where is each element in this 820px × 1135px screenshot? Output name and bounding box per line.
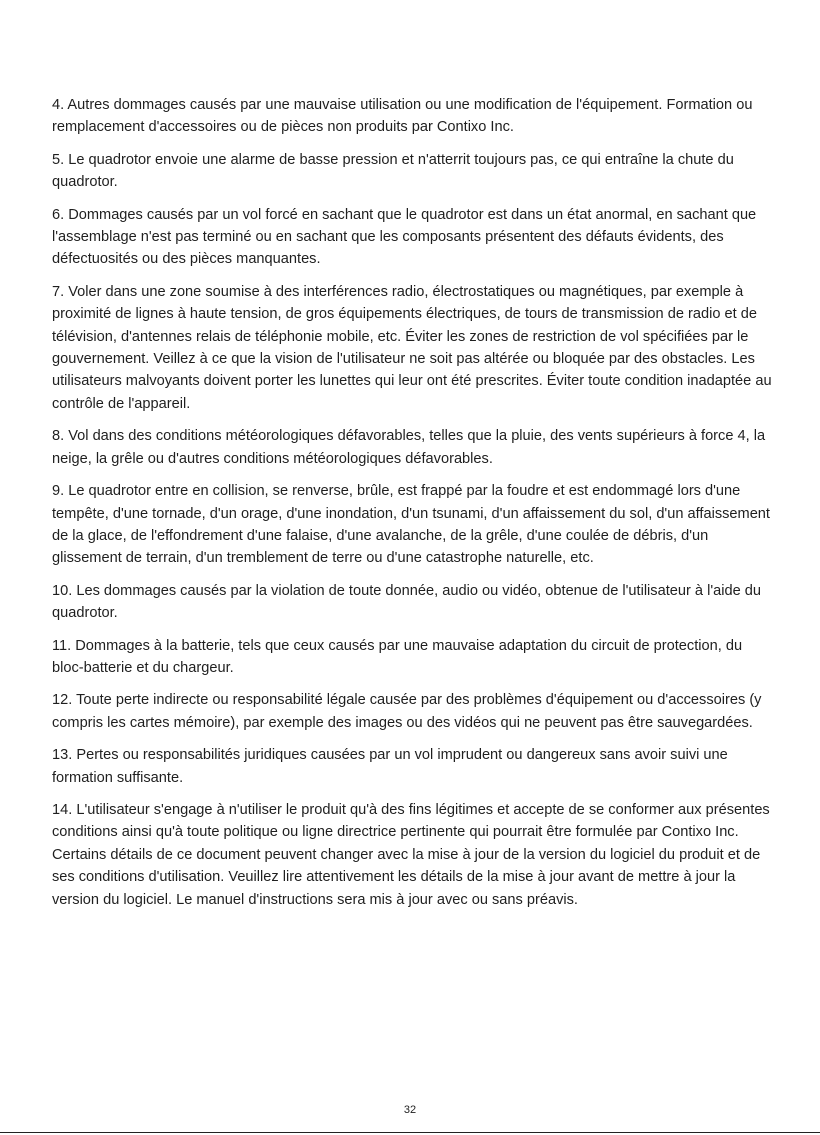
paragraph-item-8: 8. Vol dans des conditions météorologiques défavorables, telles que la pluie, des vents supérieurs à force 4, la neige, la grêle ou d'autres conditions météorologiques défavorables. <box>52 428 766 467</box>
paragraph-item-13: 13. Pertes ou responsabilités juridiques causées par un vol imprudent ou dangereux sans avoir suivi une formation suffisante. <box>52 747 728 786</box>
paragraph-item-12: 12. Toute perte indirecte ou responsabilité légale causée par des problèmes d'équipement ou d'accessoires (y compris les cartes mémoire), par exemple des images ou des vidéos qui ne peuvent pas être sauvegardées. <box>52 692 762 731</box>
page-number: 32 <box>403 1104 417 1116</box>
page-content <box>52 94 772 921</box>
paragraph-item-4: 4. Autres dommages causés par une mauvaise utilisation ou une modification de l'équipement. Formation ou remplacement d'accessoires ou de pièces non produits par Contixo Inc. <box>52 97 753 136</box>
bottom-divider <box>0 1132 820 1133</box>
paragraph-item-14: 14. L'utilisateur s'engage à n'utiliser le produit qu'à des fins légitimes et accepte de se conformer aux présentes conditions ainsi qu'à toute politique ou ligne directrice pertinente qui pourrait être formulée par Contixo Inc. Certains détails de ce document peuvent changer avec la mise à jour de la version du logiciel du produit et de ses conditions d'utilisation. Veuillez lire attentivement les détails de la mise à jour avant de mettre à jour la version du logiciel. Le manuel d'instructions sera mis à jour avec ou sans préavis. <box>52 801 770 908</box>
paragraph-item-11: 11. Dommages à la batterie, tels que ceux causés par une mauvaise adaptation du circuit de protection, du bloc-batterie et du chargeur. <box>52 637 743 676</box>
paragraph-item-10: 10. Les dommages causés par la violation de toute donnée, audio ou vidéo, obtenue de l'utilisateur à l'aide du quadrotor. <box>52 582 761 622</box>
paragraph-item-6: 6. Dommages causés par un vol forcé en sachant que le quadrotor est dans un état anormal, en sachant que l'assemblage n'est pas terminé ou en sachant que les composants présentent des défauts évidents, des défectuosités ou des pièces manquantes. <box>52 206 757 268</box>
paragraph-item-9: 9. Le quadrotor entre en collision, se renverse, brûle, est frappé par la foudre et est endommagé lors d'une tempête, d'une tornade, d'un orage, d'une inondation, d'un tsunami, d'un affaissement du sol, d'un affaissement de la glace, de l'effondrement d'une falaise, d'une avalanche, de la grêle, d'une coulée de débris, d'un glissement de terrain, d'un tremblement de terre ou d'une catastrophe naturelle, etc. <box>52 483 770 567</box>
paragraph-item-7: 7. Voler dans une zone soumise à des interférences radio, électrostatiques ou magnétiques, par exemple à proximité de lignes à haute tension, de gros équipements électriques, de tours de transmission de radio et de télévision, d'antennes relais de téléphonie mobile, etc. Éviter les zones de restriction de vol spécifiées par le gouvernement. Veillez à ce que la vision de l'utilisateur ne soit pas altérée ou bloquée par des obstacles. Les utilisateurs malvoyants doivent porter les lunettes qui leur ont été prescrites. Éviter toute condition inadaptée au contrôle de l'appareil. <box>52 283 772 412</box>
paragraph-item-5: 5. Le quadrotor envoie une alarme de basse pression et n'atterrit toujours pas, ce qui entraîne la chute du quadrotor. <box>52 151 734 191</box>
